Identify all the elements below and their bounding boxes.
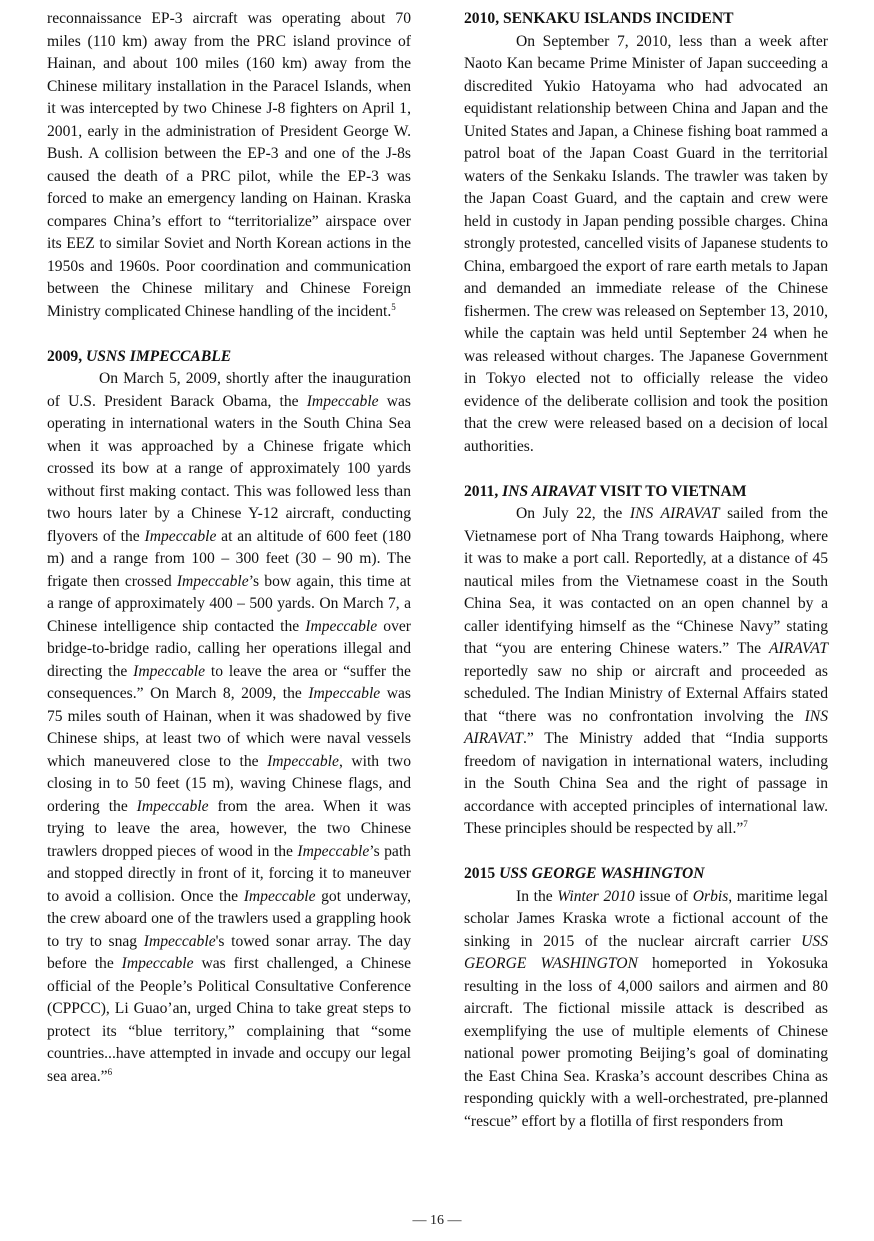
heading-senkaku-incident: 2010, SENKAKU ISLANDS INCIDENT <box>464 10 734 27</box>
paragraph-senkaku: On September 7, 2010, less than a week after Naoto Kan became Prime Minister of Japan succeeding a discredited Yukio Hatoyama who had advocated an equidistant relationship between China and Japan and the United States and Japan, a Chinese fishing boat rammed a patrol boat of the Japan Coast Guard in the territorial waters of the Senkaku Islands. The trawler was taken by the Japan Coast Guard, and the captain and crew were held in custody in Japan pending possible charges. China strongly protested, cancelled visits of Japanese students to China, embargoed the export of rare earth metals to Japan and demanded an immediate release of the Chinese fishermen. The crew was released on September 13, 2010, while the captain was held until September 24 when he was released without charges. The Japanese Government in Tokyo elected not to officially release the video evidence of the deliberate collision and took the position that the crew were released based on a decision of local authorities. <box>464 32 828 455</box>
heading-uss-george-washington: 2015 USS GEORGE WASHINGTON <box>464 865 705 882</box>
paragraph-ep3-incident: reconnaissance EP-3 aircraft was operating about 70 miles (110 km) away from the PRC island province of Hainan, and about 100 miles (160 km) away from the Chinese military installation in the Paracel Islands, when it was intercepted by two Chinese J-8 fighters on April 1, 2001, early in the administration of President George W. Bush. A collision between the EP-3 and one of the J-8s caused the death of a PRC pilot, while the EP-3 was forced to make an emergency landing on Hainan. Kraska compares China’s effort to “territorialize” airspace over its EEZ to similar Soviet and North Korean actions in the 1950s and 1960s. Poor coordination and communication between the Chinese military and Chinese Foreign Ministry complicated Chinese handling of the incident.$^5$ <box>47 10 411 320</box>
right-column <box>464 8 828 1133</box>
left-column <box>47 8 411 1088</box>
page-number: — 16 — <box>412 1213 462 1228</box>
heading-ins-airavat: 2011, INS AIRAVAT VISIT TO VIETNAM <box>464 482 747 500</box>
footnote-ref-6: 6 <box>107 1066 113 1077</box>
paragraph-impeccable: On March 5, 2009, shortly after the inauguration of U.S. President Barack Obama, the Impeccable was operating in international waters in the South China Sea when it was approached by a Chinese frigate which crossed its bow at a range of approximately 100 yards without first making contact. This was followed less than two hours later by a Chinese Y-12 aircraft, conducting flyovers of the Impeccable at an altitude of 600 feet (180 m) and a range from 100 – 300 feet (30 – 90 m). The frigate then crossed Impeccable’s bow again, this time at a range of approximately 400 – 500 yards. On March 7, a Chinese intelligence ship contacted the Impeccable over bridge-to-bridge radio, calling her operations illegal and directing the Impeccable to leave the area or “suffer the consequences.” On March 8, 2009, the Impeccable was 75 miles south of Hainan, when it was shadowed by five Chinese ships, at least two of which were naval vessels which maneuvered close to the Impeccable, with two closing in to 50 feet (15 m), waving Chinese flags, and ordering the Impeccable from the area. When it was trying to leave the area, however, the two Chinese trawlers dropped pieces of wood in the Impeccable’s path and stopped directly in front of it, forcing it to maneuver to avoid a collision. Once the Impeccable got underway, the crew aboard one of the trawlers used a grappling hook to try to snag Impeccable's towed sonar array. The day before the Impeccable was first challenged, a Chinese official of the People’s Political Consultative Conference (CPPCC), Li Guao’an, urged China to take great steps to protect its “blue territory,” complaining that “some countries...have attempted in invade and occupy our legal sea area.”$^6$ <box>47 370 412 1085</box>
paragraph-george-washington: In the Winter 2010 issue of Orbis, maritime legal scholar James Kraska wrote a fictional account of the sinking in 2015 of the nuclear aircraft carrier USS GEORGE WASHINGTON homeported in Yokosuka resulting in the loss of 4,000 sailors and airmen and 80 aircraft. The fictional missile attack is described as exemplifying the use of multiple elements of Chinese national power promoting Beijing’s goal of dominating the East China Sea. Kraska’s account describes China as responding quickly with a well-orchestrated, pre-planned “rescue” effort by a flotilla of first responders from <box>464 887 829 1130</box>
heading-usns-impeccable: 2009, USNS IMPECCABLE <box>47 347 232 365</box>
footnote-ref-7: 7 <box>743 818 748 829</box>
paragraph-airavat: On July 22, the INS AIRAVAT sailed from the Vietnamese port of Nha Trang towards Haiphong, where it was to make a port call. Reportedly, at a distance of 45 nautical miles from the Vietnamese coast in the South China Sea, it was contacted on an open channel by a caller identifying himself as the “Chinese Navy” stating that “you are entering Chinese waters.” The AIRAVAT reportedly saw no ship or aircraft and proceeded as scheduled. The Indian Ministry of External Affairs stated that “there was no confrontation involving the INS AIRAVAT.” The Ministry added that “India supports freedom of navigation in international waters, including in the South China Sea and the right of passage in accordance with accepted principles of international law. These principles should be respected by all.”$^7$ <box>464 505 828 837</box>
footnote-ref-5: 5 <box>391 301 396 312</box>
